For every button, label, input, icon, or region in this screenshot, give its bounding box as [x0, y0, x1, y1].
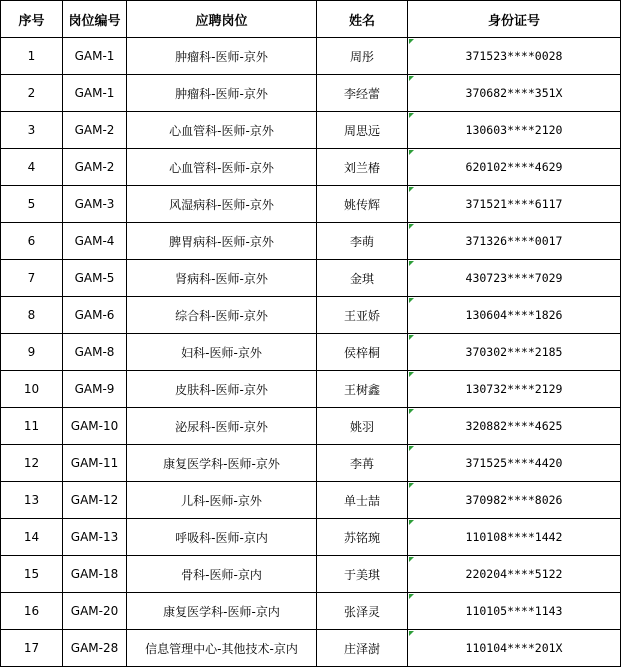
cell-no: 4 — [1, 149, 63, 186]
cell-no: 11 — [1, 408, 63, 445]
cell-name: 周思远 — [317, 112, 408, 149]
cell-post: 心血管科-医师-京外 — [127, 112, 317, 149]
cell-name: 苏铭琬 — [317, 519, 408, 556]
cell-code: GAM-20 — [63, 593, 127, 630]
cell-no: 14 — [1, 519, 63, 556]
table-row — [1, 408, 621, 445]
cell-id — [408, 75, 621, 112]
green-flag-icon — [409, 372, 414, 377]
cell-id — [408, 112, 621, 149]
green-flag-icon — [409, 76, 414, 81]
id-number-text: 130604****1826 — [465, 308, 563, 322]
id-number-text: 110108****1442 — [465, 530, 563, 544]
cell-name: 李苒 — [317, 445, 408, 482]
id-number-text: 110105****1143 — [465, 604, 563, 618]
table-row — [1, 186, 621, 223]
cell-post: 皮肤科-医师-京外 — [127, 371, 317, 408]
cell-name: 王树鑫 — [317, 371, 408, 408]
cell-name: 刘兰椿 — [317, 149, 408, 186]
green-flag-icon — [409, 224, 414, 229]
cell-name: 金琪 — [317, 260, 408, 297]
green-flag-icon — [409, 483, 414, 488]
cell-id — [408, 260, 621, 297]
cell-code: GAM-28 — [63, 630, 127, 667]
cell-post: 风湿病科-医师-京外 — [127, 186, 317, 223]
green-flag-icon — [409, 150, 414, 155]
cell-no: 7 — [1, 260, 63, 297]
cell-post: 妇科-医师-京外 — [127, 334, 317, 371]
cell-code: GAM-2 — [63, 149, 127, 186]
cell-post: 肾病科-医师-京外 — [127, 260, 317, 297]
table-row — [1, 519, 621, 556]
cell-id — [408, 371, 621, 408]
id-number-text: 371523****0028 — [465, 49, 563, 63]
table-row — [1, 75, 621, 112]
green-flag-icon — [409, 520, 414, 525]
header-post: 应聘岗位 — [127, 1, 317, 38]
table-row — [1, 371, 621, 408]
cell-post: 骨科-医师-京内 — [127, 556, 317, 593]
cell-post: 儿科-医师-京外 — [127, 482, 317, 519]
table-row — [1, 445, 621, 482]
id-number-text: 130603****2120 — [465, 123, 563, 137]
cell-id — [408, 445, 621, 482]
cell-post: 泌尿科-医师-京外 — [127, 408, 317, 445]
cell-no: 10 — [1, 371, 63, 408]
cell-code: GAM-1 — [63, 75, 127, 112]
cell-no: 15 — [1, 556, 63, 593]
cell-no: 8 — [1, 297, 63, 334]
cell-name: 侯梓桐 — [317, 334, 408, 371]
cell-post: 肿瘤科-医师-京外 — [127, 75, 317, 112]
table-row — [1, 149, 621, 186]
cell-no: 16 — [1, 593, 63, 630]
id-number-text: 130732****2129 — [465, 382, 563, 396]
id-number-text: 371521****6117 — [465, 197, 563, 211]
table-row — [1, 482, 621, 519]
cell-post: 呼吸科-医师-京内 — [127, 519, 317, 556]
cell-no: 2 — [1, 75, 63, 112]
cell-id — [408, 519, 621, 556]
cell-no: 6 — [1, 223, 63, 260]
green-flag-icon — [409, 39, 414, 44]
green-flag-icon — [409, 113, 414, 118]
green-flag-icon — [409, 335, 414, 340]
cell-id — [408, 186, 621, 223]
cell-name: 张泽灵 — [317, 593, 408, 630]
cell-no: 17 — [1, 630, 63, 667]
cell-code: GAM-8 — [63, 334, 127, 371]
id-number-text: 320882****4625 — [465, 419, 563, 433]
cell-name: 李经蕾 — [317, 75, 408, 112]
cell-name: 王亚娇 — [317, 297, 408, 334]
cell-post: 综合科-医师-京外 — [127, 297, 317, 334]
table-row — [1, 630, 621, 667]
cell-name: 姚传辉 — [317, 186, 408, 223]
green-flag-icon — [409, 446, 414, 451]
cell-name: 周彤 — [317, 38, 408, 75]
id-number-text: 620102****4629 — [465, 160, 563, 174]
cell-post: 心血管科-医师-京外 — [127, 149, 317, 186]
cell-name: 李萌 — [317, 223, 408, 260]
cell-id — [408, 556, 621, 593]
table-row — [1, 334, 621, 371]
cell-code: GAM-11 — [63, 445, 127, 482]
header-name: 姓名 — [317, 1, 408, 38]
header-row — [1, 1, 621, 38]
cell-id — [408, 482, 621, 519]
id-number-text: 430723****7029 — [465, 271, 563, 285]
header-code: 岗位编号 — [63, 1, 127, 38]
cell-id — [408, 593, 621, 630]
cell-post: 脾胃病科-医师-京外 — [127, 223, 317, 260]
cell-id — [408, 223, 621, 260]
table-body — [1, 38, 621, 667]
cell-no: 9 — [1, 334, 63, 371]
green-flag-icon — [409, 261, 414, 266]
cell-id — [408, 334, 621, 371]
cell-id — [408, 408, 621, 445]
cell-name: 姚羽 — [317, 408, 408, 445]
id-number-text: 371525****4420 — [465, 456, 563, 470]
cell-name: 于美琪 — [317, 556, 408, 593]
cell-no: 12 — [1, 445, 63, 482]
id-number-text: 370682****351X — [465, 86, 563, 100]
green-flag-icon — [409, 631, 414, 636]
cell-code: GAM-6 — [63, 297, 127, 334]
id-number-text: 371326****0017 — [465, 234, 563, 248]
green-flag-icon — [409, 594, 414, 599]
header-id: 身份证号 — [408, 1, 621, 38]
cell-post: 康复医学科-医师-京内 — [127, 593, 317, 630]
table-row — [1, 112, 621, 149]
cell-name: 庄泽澍 — [317, 630, 408, 667]
green-flag-icon — [409, 187, 414, 192]
cell-post: 康复医学科-医师-京外 — [127, 445, 317, 482]
id-number-text: 370982****8026 — [465, 493, 563, 507]
cell-name: 单士喆 — [317, 482, 408, 519]
cell-no: 5 — [1, 186, 63, 223]
cell-code: GAM-3 — [63, 186, 127, 223]
cell-code: GAM-5 — [63, 260, 127, 297]
cell-post: 信息管理中心-其他技术-京内 — [127, 630, 317, 667]
cell-no: 1 — [1, 38, 63, 75]
cell-code: GAM-2 — [63, 112, 127, 149]
table-row — [1, 593, 621, 630]
id-number-text: 370302****2185 — [465, 345, 563, 359]
cell-no: 13 — [1, 482, 63, 519]
table-row — [1, 556, 621, 593]
cell-id — [408, 297, 621, 334]
table-row — [1, 297, 621, 334]
table-header — [1, 1, 621, 38]
cell-code: GAM-18 — [63, 556, 127, 593]
cell-id — [408, 149, 621, 186]
cell-post: 肿瘤科-医师-京外 — [127, 38, 317, 75]
cell-id — [408, 38, 621, 75]
cell-id — [408, 630, 621, 667]
table-row — [1, 260, 621, 297]
id-number-text: 220204****5122 — [465, 567, 563, 581]
green-flag-icon — [409, 409, 414, 414]
table-row — [1, 223, 621, 260]
table-row — [1, 38, 621, 75]
green-flag-icon — [409, 298, 414, 303]
cell-code: GAM-10 — [63, 408, 127, 445]
cell-no: 3 — [1, 112, 63, 149]
green-flag-icon — [409, 557, 414, 562]
cell-code: GAM-1 — [63, 38, 127, 75]
cell-code: GAM-4 — [63, 223, 127, 260]
id-number-text: 110104****201X — [465, 641, 563, 655]
header-no: 序号 — [1, 1, 63, 38]
cell-code: GAM-12 — [63, 482, 127, 519]
cell-code: GAM-9 — [63, 371, 127, 408]
cell-code: GAM-13 — [63, 519, 127, 556]
